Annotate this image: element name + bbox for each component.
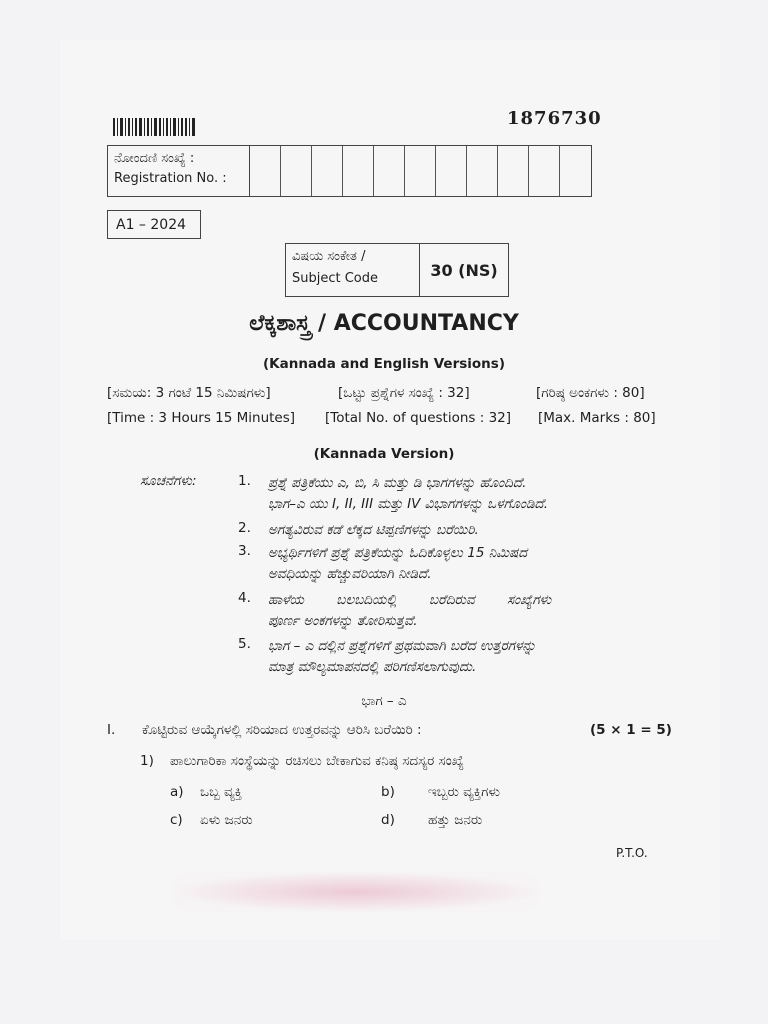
instruction-number: 2.: [238, 520, 251, 536]
questions-english: [Total No. of questions : 32]: [325, 410, 512, 426]
option-label: d): [381, 812, 395, 828]
registration-label-kannada: ನೋಂದಣಿ ಸಂಖ್ಯೆ :: [114, 151, 195, 166]
paper-title: ಲೆಕ್ಕಶಾಸ್ತ್ರ / ACCOUNTANCY: [249, 311, 519, 336]
instruction-number: 3.: [238, 543, 251, 559]
paper-subtitle: (Kannada and English Versions): [262, 356, 505, 372]
section-number: I.: [107, 722, 116, 738]
instruction-item: [268, 543, 527, 585]
question-text: ಪಾಲುಗಾರಿಕಾ ಸಂಸ್ಥೆಯನ್ನು ರಚಿಸಲು ಬೇಕಾಗುವ ಕನಿಷ್ಠ ಸದಸ್ಯರ ಸಂಖ್ಯೆ: [170, 753, 464, 769]
instruction-line: ಅಭ್ಯರ್ಥಿಗಳಿಗೆ ಪ್ರಶ್ನೆ ಪತ್ರಿಕೆಯನ್ನು ಓದಿಕೊಳ್ಳಲು 15 ನಿಮಿಷದ: [268, 545, 528, 561]
registration-cell: [436, 146, 467, 196]
registration-cell: [343, 146, 374, 196]
registration-cell: [529, 146, 560, 196]
registration-cell: [374, 146, 405, 196]
registration-cell: [312, 146, 343, 196]
instruction-line: ಭಾಗ – ಎ ದಲ್ಲಿನ ಪ್ರಶ್ನೆಗಳಿಗೆ ಪ್ರಥಮವಾಗಿ ಬರೆದ ಉತ್ತರಗಳನ್ನು: [268, 638, 537, 654]
barcode-icon: [113, 118, 205, 136]
instruction-line: ಮಾತ್ರ ಮೌಲ್ಯಮಾಪನದಲ್ಲಿ ಪರಿಗಣಿಸಲಾಗುವುದು.: [268, 659, 477, 675]
instruction-number: 4.: [238, 590, 251, 606]
instruction-item: [268, 590, 663, 632]
option-text: ಇಬ್ಬರು ವ್ಯಕ್ತಿಗಳು: [428, 784, 501, 800]
exam-year-box: A1 – 2024: [107, 210, 201, 239]
instruction-line: ಪ್ರಶ್ನೆ ಪತ್ರಿಕೆಯು ಎ, ಬಿ, ಸಿ ಮತ್ತು ಡಿ ಭಾಗಗಳನ್ನು ಹೊಂದಿದೆ.: [268, 475, 527, 491]
subject-code-label: [286, 244, 420, 296]
serial-number: 1876730: [507, 108, 602, 129]
registration-cell: [467, 146, 498, 196]
option-text: ಹತ್ತು ಜನರು: [428, 812, 483, 828]
registration-box: [107, 145, 592, 197]
option-label: b): [381, 784, 395, 800]
time-kannada: [ಸಮಯ: 3 ಗಂಟೆ 15 ನಿಮಿಷಗಳು]: [107, 385, 271, 401]
instruction-number: 5.: [238, 636, 251, 652]
option-text: ಏಳು ಜನರು: [200, 812, 253, 828]
time-english: [Time : 3 Hours 15 Minutes]: [107, 410, 296, 426]
subject-code-value: 30 (NS): [430, 260, 498, 280]
instruction-number: 1.: [238, 473, 251, 489]
registration-cells: [250, 146, 591, 196]
option-label: c): [170, 812, 183, 828]
registration-cell: [281, 146, 312, 196]
question-number: 1): [140, 753, 154, 769]
subject-label-kannada: ವಿಷಯ ಸಂಕೇತ /: [292, 249, 366, 264]
questions-kannada: [ಒಟ್ಟು ಪ್ರಶ್ನೆಗಳ ಸಂಖ್ಯೆ : 32]: [338, 385, 470, 401]
registration-cell: [498, 146, 529, 196]
subject-code-box: [285, 243, 509, 297]
subject-label-english: Subject Code: [292, 271, 379, 286]
instruction-item: [268, 520, 479, 541]
instruction-line: ಅಗತ್ಯವಿರುವ ಕಡೆ ಲೆಕ್ಕದ ಟಿಪ್ಪಣಿಗಳನ್ನು ಬರೆಯಿರಿ.: [268, 522, 479, 538]
instruction-item: [268, 636, 536, 678]
part-heading: ಭಾಗ – ಎ: [361, 693, 407, 709]
instruction-line: ಪೂರ್ಣ ಅಂಕಗಳನ್ನು ತೋರಿಸುತ್ತವೆ.: [268, 613, 418, 629]
version-heading: (Kannada Version): [313, 446, 455, 462]
option-label: a): [170, 784, 184, 800]
instruction-line: ಭಾಗ–ಎ ಯು I, II, III ಮತ್ತು IV ವಿಭಾಗಗಳನ್ನು ಒಳಗೊಂಡಿದೆ.: [268, 496, 549, 512]
page-turn-note: P.T.O.: [616, 846, 648, 860]
registration-cell: [405, 146, 436, 196]
section-instruction: ಕೊಟ್ಟಿರುವ ಆಯ್ಕೆಗಳಲ್ಲಿ ಸರಿಯಾದ ಉತ್ತರವನ್ನು ಆರಿಸಿ ಬರೆಯಿರಿ :: [142, 722, 422, 738]
registration-cell: [560, 146, 591, 196]
registration-cell: [250, 146, 281, 196]
option-text: ಒಬ್ಬ ವ್ಯಕ್ತಿ: [200, 784, 243, 800]
instruction-item: [268, 473, 548, 515]
marks-kannada: [ಗರಿಷ್ಠ ಅಂಕಗಳು : 80]: [536, 385, 645, 401]
registration-label-english: Registration No. :: [114, 171, 227, 186]
section-marks: (5 × 1 = 5): [590, 722, 672, 738]
instruction-line: ಅವಧಿಯನ್ನು ಹೆಚ್ಚುವರಿಯಾಗಿ ನೀಡಿದೆ.: [268, 566, 432, 582]
instructions-heading: ಸೂಚನೆಗಳು:: [140, 473, 197, 489]
registration-label: [108, 146, 250, 196]
marks-english: [Max. Marks : 80]: [538, 410, 656, 426]
ink-smudge: [170, 872, 540, 912]
instruction-line: ಹಾಳೆಯ ಬಲಬದಿಯಲ್ಲಿ ಬರೆದಿರುವ ಸಂಖ್ಯೆಗಳು: [268, 592, 552, 608]
